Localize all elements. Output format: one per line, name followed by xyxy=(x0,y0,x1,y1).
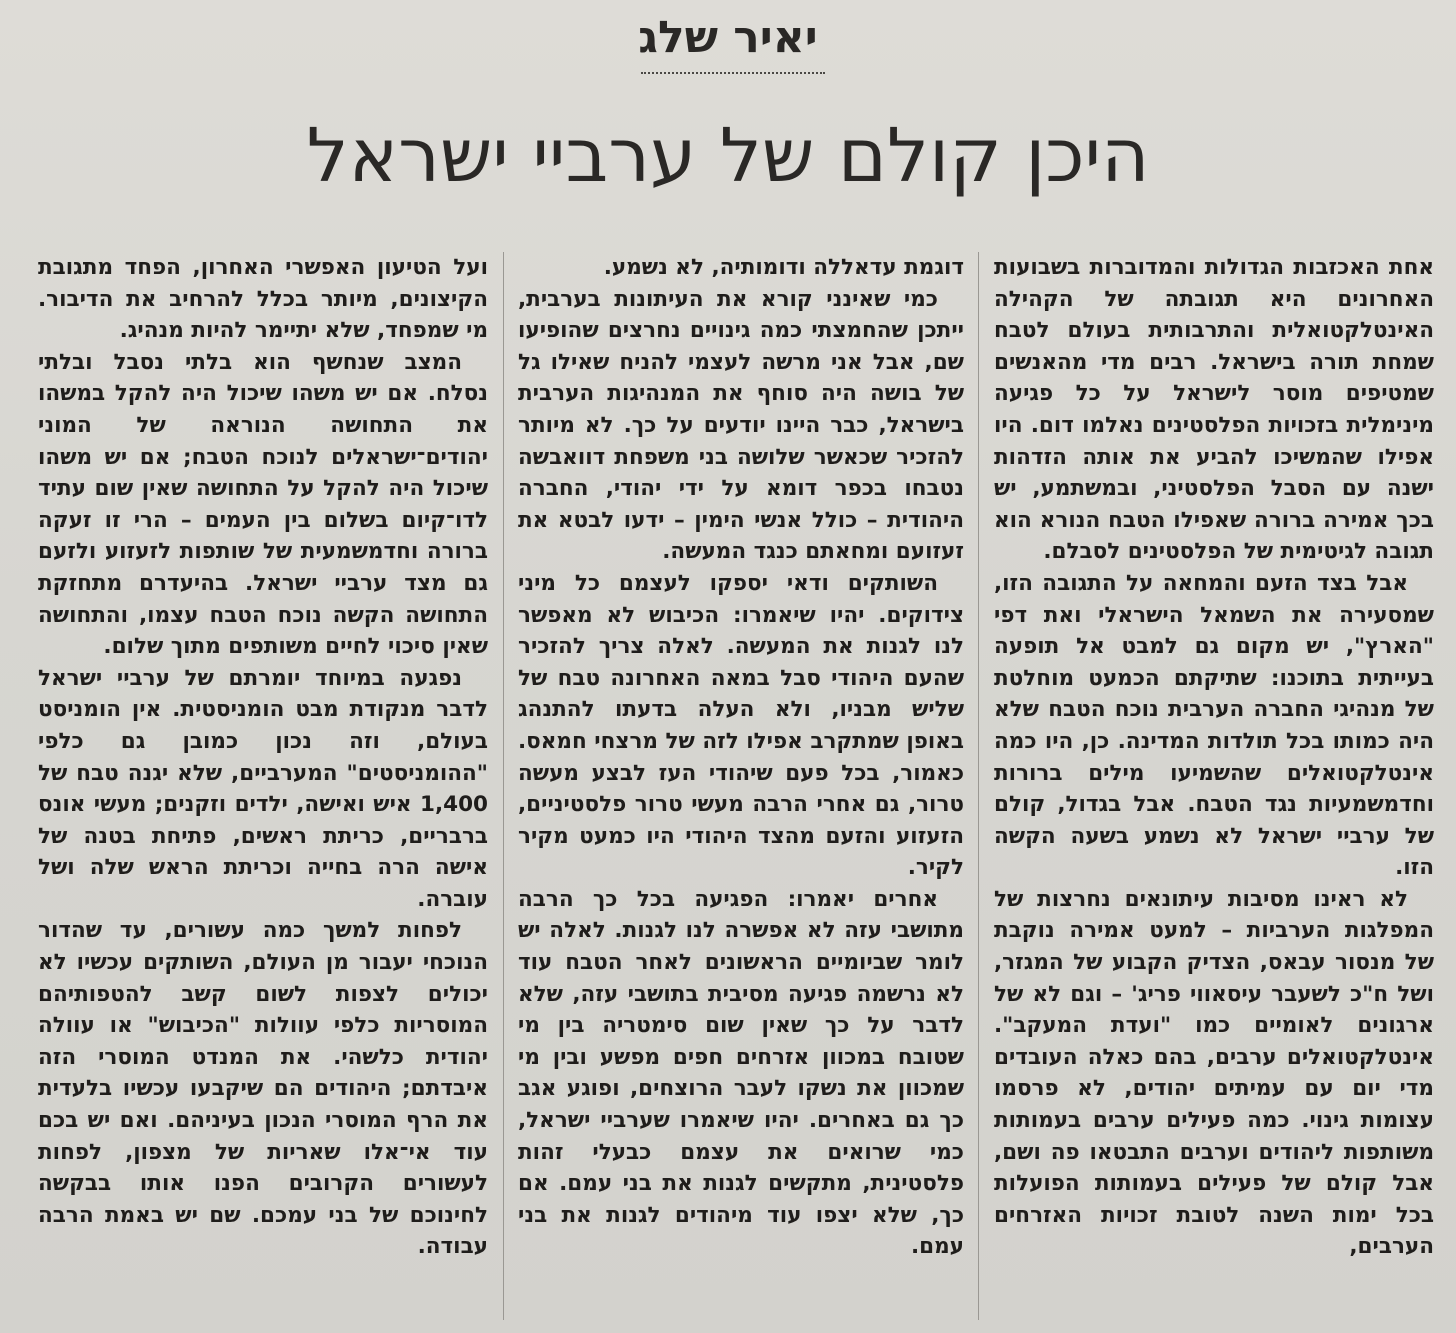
article-column-3 xyxy=(38,252,488,1320)
author-byline: יאיר שלג xyxy=(638,12,818,63)
article-column-2 xyxy=(518,252,964,1320)
paragraph: לא ראינו מסיבות עיתונאים נחרצות של המפלגות הערביות – למעט אמירה נוקבת של מנסור עבאס, הצדיק הקבוע של המגזר, ושל ח"כ לשעבר עיסאווי פריג' – וגם לא של ארגונים לאומיים כמו "ועדת המעקב". אינטלקטואלים ערבים, בהם כאלה העובדים מדי יום עם עמיתים יהודים, לא פרסמו עצומות גינוי. כמה פעילים ערבים בעמותות משותפות ליהודים וערבים התבטאו פה ושם, אבל קולם של פעילים בעמותות הפועלות בכל ימות השנה לטובת זכויות האזרחים הערבים, xyxy=(994,886,1434,1260)
paragraph: אחרים יאמרו: הפגיעה בכל כך הרבה מתושבי עזה לא אפשרה לנו לגנות. לאלה יש לומר שביומיים הראשונים לאחר הטבח עוד לא נרשמה פגיעה מסיבית בתושבי עזה, שלא לדבר על כך שאין שום סימטריה בין מי שטובח במכוון אזרחים חפים מפשע ובין מי שמכוון את נשקו לעבר הרוצחים, ופוגע אגב כך גם באחרים. יהיו שיאמרו שערביי ישראל, כמי שרואים את עצמם כבעלי זהות פלסטינית, מתקשים לגנות את בני עמם. אם כך, שלא יצפו עוד מיהודים לגנות את בני עמם. xyxy=(518,886,964,1260)
paragraph: דוגמת עדאללה ודומותיה, לא נשמע. xyxy=(603,255,964,280)
paragraph: נפגעה במיוחד יומרתם של ערביי ישראל לדבר מנקודת מבט הומניסטית. אין הומניסט בעולם, וזה נכון כמובן גם כלפי "ההומניסטים" המערביים, שלא יגנה טבח של 1,400 איש ואישה, ילדים וזקנים; מעשי אונס ברבריים, כריתת ראשים, פתיחת בטנה של אישה הרה בחייה וכריתת הראש שלה ושל עוברה. xyxy=(38,665,488,912)
article-column-1 xyxy=(994,252,1434,1320)
column-divider xyxy=(503,252,504,1320)
byline-divider xyxy=(641,72,825,74)
paragraph: כמי שאינני קורא את העיתונות בערבית, ייתכן שהחמצתי כמה גינויים נחרצים שהופיעו שם, אבל אני מרשה לעצמי להניח שאילו גל של בושה היה סוחף את המנהיגות הערבית בישראל, כבר היינו יודעים על כך. לא מיותר להזכיר שכאשר שלושה בני משפחת דוואבשה נטבחו בכפר דומא על ידי יהודי, החברה היהודית – כולל אנשי הימין – ידעו לבטא את זעזועם ומחאתם כנגד המעשה. xyxy=(518,286,964,565)
paragraph: השותקים ודאי יספקו לעצמם כל מיני צידוקים. יהיו שיאמרו: הכיבוש לא מאפשר לנו לגנות את המעשה. לאלה צריך להזכיר שהעם היהודי סבל במאה האחרונה טבח של שליש מבניו, ולא העלה בדעתו להתנהג באופן שמתקרב אפילו לזה של מרצחי חמאס. כאמור, בכל פעם שיהודי העז לבצע מעשה טרור, גם אחרי הרבה מעשי טרור פלסטיניים, הזעזוע והזעם מהצד היהודי היו כמעט מקיר לקיר. xyxy=(518,570,964,881)
article-headline: היכן קולם של ערביי ישראל xyxy=(306,113,1150,199)
paragraph: אבל בצד הזעם והמחאה על התגובה הזו, שמסעירה את השמאל הישראלי ואת דפי "הארץ", יש מקום גם למבט אל תופעה בעייתית בתוכנו: שתיקתם הכמעט מוחלטת של מנהיגי החברה הערבית נוכח הטבח שלא היה כמותו בכל תולדות המדינה. כן, היו כמה אינטלקטואלים שהשמיעו מילים ברורות וחדמשמעיות נגד הטבח. אבל בגדול, קולם של ערביי ישראל לא נשמע בשעה הקשה הזו. xyxy=(994,570,1434,881)
paragraph: לפחות למשך כמה עשורים, עד שהדור הנוכחי יעבור מן העולם, השותקים עכשיו לא יכולים לצפות לשום קשב להטפותיהם המוסריות כלפי עוולות "הכיבוש" או עוולה יהודית כלשהי. את המנדט המוסרי הזה איבדתם; היהודים הם שיקבעו עכשיו בלעדית את הרף המוסרי הנכון בעיניהם. ואם יש בכם עוד אי־אלו שאריות של מצפון, לפחות לעשורים הקרובים הפנו אותו בבקשה לחינוכם של בני עמכם. שם יש באמת הרבה עבודה. xyxy=(38,918,488,1260)
column-divider xyxy=(978,252,979,1320)
paragraph: ועל הטיעון האפשרי האחרון, הפחד מתגובת הקיצונים, מיותר בכלל להרחיב את הדיבור. מי שמפחד, שלא יתיימר להיות מנהיג. xyxy=(38,255,488,344)
paragraph: המצב שנחשף הוא בלתי נסבל ובלתי נסלח. אם יש משהו שיכול היה להקל במשהו את התחושה הנוראה של המוני יהודים־ישראלים לנוכח הטבח; אם יש משהו שיכול היה להקל על התחושה שאין שום עתיד לדו־קיום בשלום בין העמים – הרי זו זעקה ברורה וחדמשמעית של שותפות לזעזוע ולזעם גם מצד ערביי ישראל. בהיעדרם מתחזקת התחושה הקשה נוכח הטבח עצמו, והתחושה שאין סיכוי לחיים משותפים מתוך שלום. xyxy=(38,349,488,660)
paragraph: אחת האכזבות הגדולות והמדוברות בשבועות האחרונים היא תגובתה של הקהילה האינטלקטואלית והתרבותית בעולם לטבח שמחת תורה בישראל. רבים מדי מהאנשים שמטיפים מוסר לישראל על כל פגיעה מינימלית בזכויות הפלסטינים נאלמו דום. היו אפילו שהמשיכו להביע את אותה הזדהות ישנה עם הסבל הפלסטיני, ובמשתמע, יש בכך אמירה ברורה שאפילו הטבח הנורא הוא תגובה לגיטימית של הפלסטינים לסבלם. xyxy=(994,255,1434,565)
